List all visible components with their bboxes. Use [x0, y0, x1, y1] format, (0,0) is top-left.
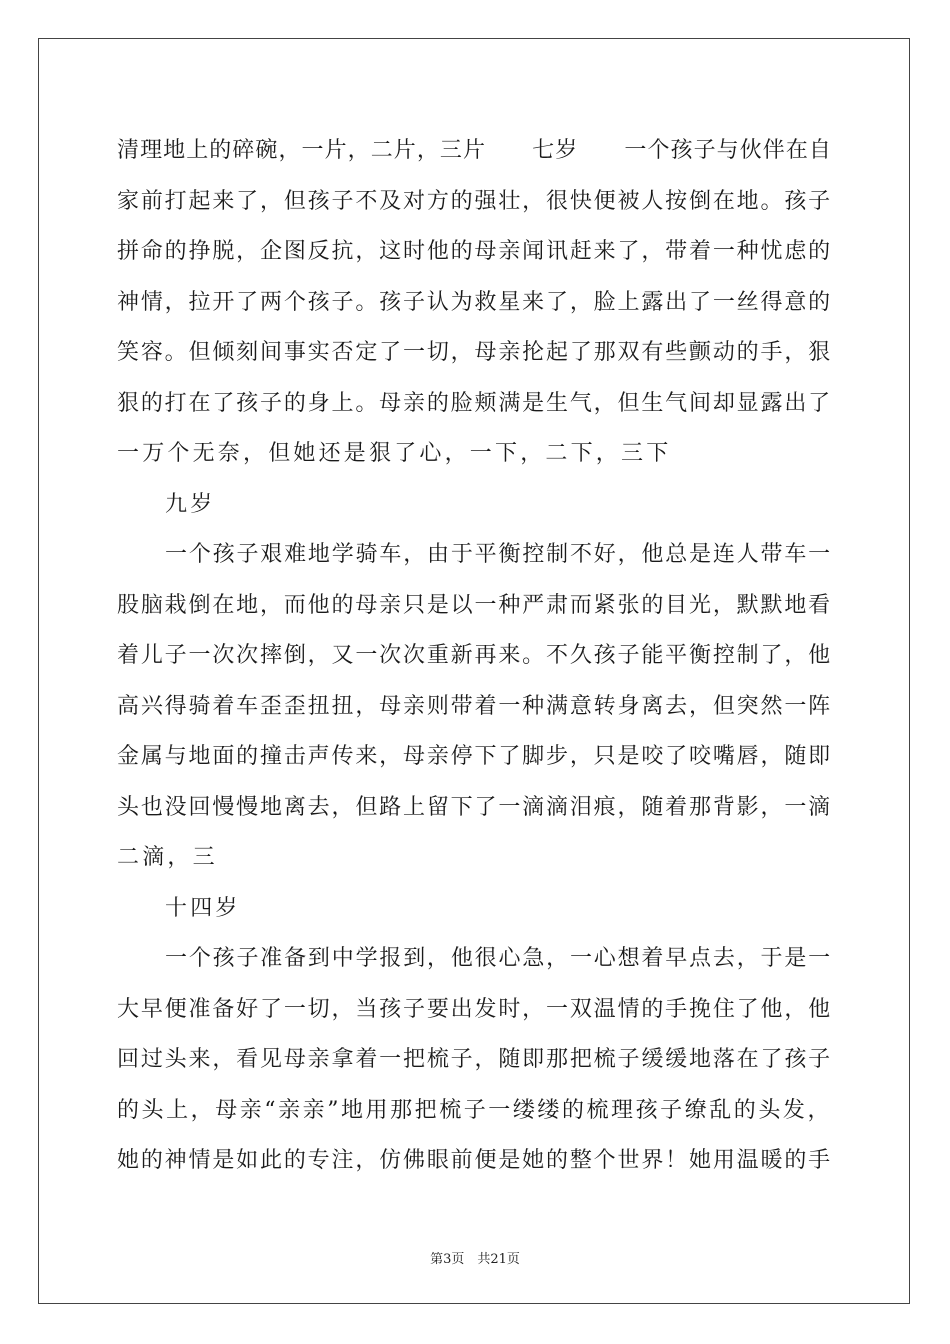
text-line: 神情，拉开了两个孩子。孩子认为救星来了，脸上露出了一丝得意的 — [117, 289, 832, 315]
page-footer — [0, 1248, 950, 1267]
text-line: 一个孩子准备到中学报到，他很心急，一心想着早点去，于是一 — [165, 946, 832, 971]
text-line: 笑容。但倾刻间事实否定了一切，母亲抡起了那双有些颤动的手，狠 — [117, 340, 832, 365]
text-line: 头也没回慢慢地离去，但路上留下了一滴滴泪痕，随着那背影，一滴 — [117, 794, 832, 820]
text-line: 十四岁 — [165, 895, 241, 921]
page-number: 第3页 共21页 — [430, 1252, 520, 1267]
text-line: 回过头来，看见母亲拿着一把梳子，随即那把梳子缓缓地落在了孩子 — [117, 1047, 832, 1072]
text-line: 大早便准备好了一切，当孩子要出发时，一双温情的手挽住了他，他 — [117, 996, 832, 1022]
text-line: 金属与地面的撞击声传来，母亲停下了脚步，只是咬了咬嘴唇，随即 — [117, 744, 832, 769]
text-line: 的头上，母亲“亲亲”地用那把梳子一缕缕的梳理孩子缭乱的头发， — [117, 1097, 832, 1123]
document-body — [117, 126, 832, 1187]
text-line: 股脑栽倒在地，而他的母亲只是以一种严肃而紧张的目光，默默地看 — [117, 592, 832, 618]
text-line: 拼命的挣脱，企图反抗，这时他的母亲闻讯赶来了，带着一种忧虑的 — [117, 239, 832, 264]
text-line: 狠的打在了孩子的身上。母亲的脸颊满是生气，但生气间却显露出了 — [117, 390, 832, 416]
text-line: 九岁 — [165, 491, 216, 517]
text-line: 清理地上的碎碗，一片，二片，三片 七岁 一个孩子与伙伴在自 — [117, 138, 832, 163]
text-line: 家前打起来了，但孩子不及对方的强壮，很快便被人按倒在地。孩子 — [117, 188, 832, 214]
text-line: 一万个无奈，但她还是狠了心，一下，二下，三下 — [117, 441, 672, 466]
text-line: 她的神情是如此的专注，仿佛眼前便是她的整个世界！她用温暖的手 — [117, 1148, 832, 1173]
text-line: 着儿子一次次摔倒，又一次次重新再来。不久孩子能平衡控制了，他 — [117, 643, 832, 668]
text-line: 高兴得骑着车歪歪扭扭，母亲则带着一种满意转身离去，但突然一阵 — [117, 693, 832, 719]
text-line: 二滴，三 — [117, 845, 218, 870]
text-line: 一个孩子艰难地学骑车，由于平衡控制不好，他总是连人带车一 — [165, 542, 832, 567]
